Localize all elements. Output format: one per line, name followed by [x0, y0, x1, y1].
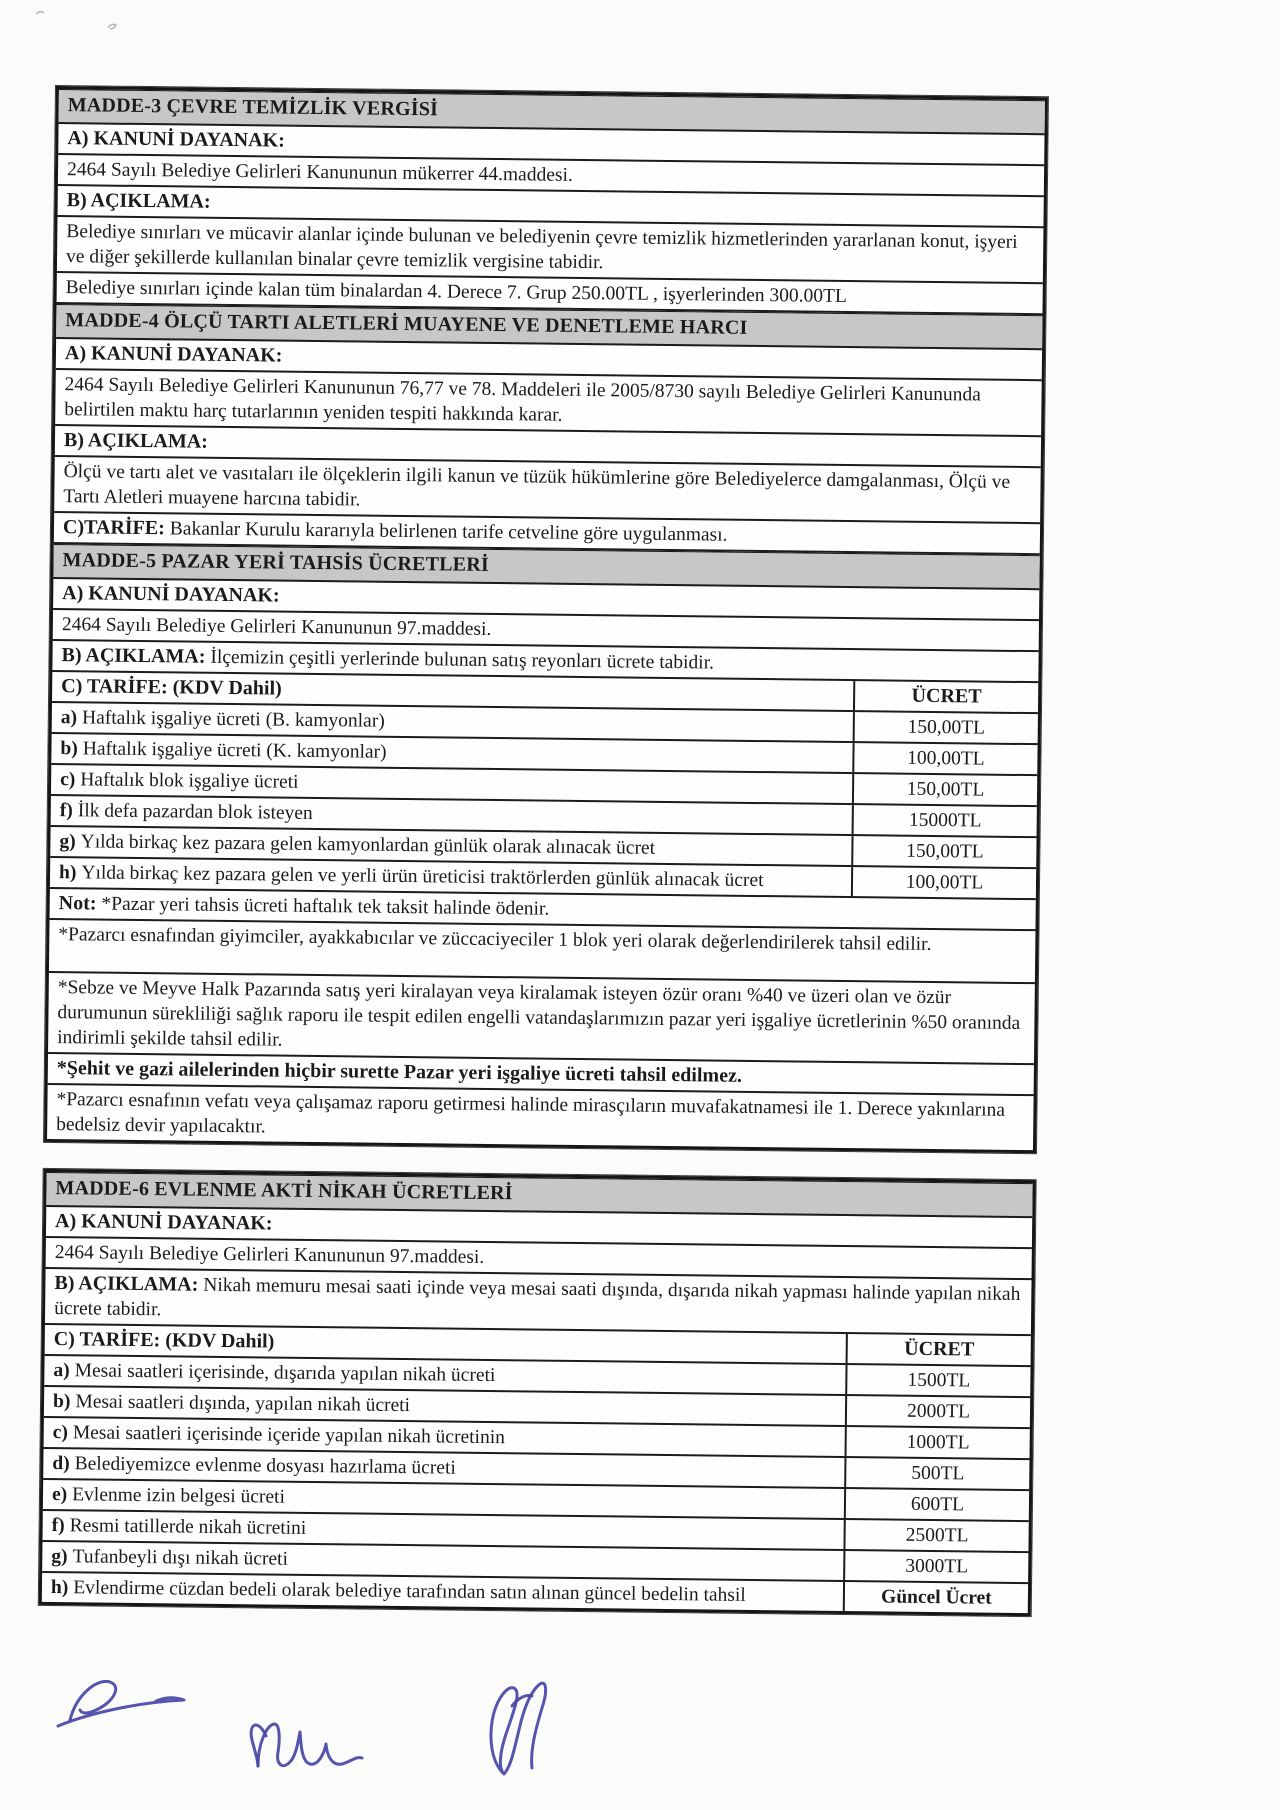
- item-label: Evlendirme cüzdan bedeli olarak belediye tarafından satın alınan güncel bedelin tahsil: [73, 1577, 746, 1606]
- text-row: *Pazarcı esnafından giyimciler, ayakkabıcılar ve züccaciyeciler 1 blok yeri olarak değerlendirilerek tahsil edilir.: [49, 920, 1036, 984]
- item-letter: a): [53, 1360, 70, 1382]
- item-label: Haftalık blok işgaliye ücreti: [80, 769, 299, 793]
- fee-value: 150,00TL: [853, 712, 1038, 743]
- item-letter: g): [51, 1546, 68, 1568]
- fee-value: 15000TL: [852, 805, 1037, 836]
- text-row: 2464 Sayılı Belediye Gelirleri Kanununun 97.maddesi.: [53, 610, 1039, 652]
- row-lead-label: B) AÇIKLAMA:: [61, 644, 206, 668]
- text-row: 2464 Sayılı Belediye Gelirleri Kanununun 97.maddesi.: [46, 1238, 1032, 1280]
- section-header-bar: MADDE-5 PAZAR YERİ TAHSİS ÜCRETLERİ: [53, 544, 1039, 590]
- text-row: B) AÇIKLAMA:: [58, 186, 1044, 228]
- fee-column-header: ÜCRET: [853, 681, 1038, 712]
- fee-value: 150,00TL: [852, 774, 1037, 805]
- item-letter: f): [51, 1515, 65, 1537]
- text-row: 2464 Sayılı Belediye Gelirleri Kanununun mükerrer 44.maddesi.: [58, 155, 1044, 197]
- fee-value: Güncel Ücret: [843, 1582, 1028, 1613]
- row-lead-label: Not:: [58, 892, 97, 915]
- item-letter: b): [60, 738, 78, 760]
- fee-value: 2000TL: [845, 1396, 1030, 1427]
- block-madde-3-4-5: [44, 86, 1048, 1153]
- item-label: Belediyemizce evlenme dosyası hazırlama ücreti: [74, 1453, 456, 1479]
- item-letter: h): [50, 1577, 69, 1599]
- signature-ink-center: [244, 1706, 394, 1781]
- text-row: B) AÇIKLAMA:: [55, 426, 1041, 468]
- fee-value: 2500TL: [843, 1520, 1028, 1551]
- item-letter: d): [52, 1453, 70, 1475]
- row-text: İlçemizin çeşitli yerlerinde bulunan satış reyonları ücrete tabidir.: [210, 646, 715, 674]
- row-lead-label: B) AÇIKLAMA:: [54, 1272, 199, 1296]
- item-letter: c): [52, 1422, 68, 1444]
- fee-column-header: ÜCRET: [846, 1334, 1031, 1365]
- fee-label-cell: C) TARİFE: (KDV Dahil): [61, 675, 282, 700]
- text-row: A) KANUNİ DAYANAK:: [53, 579, 1039, 621]
- item-letter: b): [52, 1391, 71, 1413]
- item-label: Yılda birkaç kez pazara gelen ve yerli ürün üreticisi traktörlerden günlük alınacak ücret: [81, 862, 764, 892]
- fee-value: 1500TL: [845, 1365, 1030, 1396]
- text-row: *Sebze ve Meyve Halk Pazarında satış yeri kiralayan veya kiralamak isteyen özür oranı %40 ve üzeri olan ve özür durumunun sürekliliği sağlık raporu ile tespit edilen engelli vatandaşlarımızın pazar yeri işgaliye ücretlerinin %50 oranında indirimli şekilde tahsil edilir.: [48, 973, 1035, 1065]
- section-header-bar: MADDE-4 ÖLÇÜ TARTI ALETLERİ MUAYENE VE DENETLEME HARCI: [56, 304, 1042, 350]
- item-letter: c): [60, 769, 76, 791]
- item-label: Haftalık işgaliye ücreti (B. kamyonlar): [81, 707, 385, 732]
- row-text: Nikah memuru mesai saati içinde veya mesai saati dışında, dışarıda nikah yapması halinde yapılan nikah ücrete tabidir.: [54, 1274, 1021, 1321]
- text-row: Belediye sınırları ve mücavir alanlar içinde bulunan ve belediyenin çevre temizlik hizmetlerinden yararlanan konut, işyeri ve diğer şekillerde kullanılan binalar çevre temizlik vergisine tabidir.: [57, 217, 1044, 284]
- fee-value: 1000TL: [845, 1427, 1030, 1458]
- item-label: Evlenme izin belgesi ücreti: [72, 1484, 286, 1508]
- item-label: İlk defa pazardan blok isteyen: [77, 800, 313, 824]
- item-label: Mesai saatleri dışında, yapılan nikah ücreti: [75, 1391, 411, 1417]
- fee-value: 600TL: [844, 1489, 1029, 1520]
- row-text: Bakanlar Kurulu kararıyla belirlenen tarife cetveline göre uygulanması.: [169, 518, 728, 546]
- text-row: Ölçü ve tartı alet ve vasıtaları ile ölçeklerin ilgili kanun ve tüzük hükümlerine göre Belediyelerce damgalanması, Ölçü ve Tartı Aletleri muayene harcına tabidir.: [54, 457, 1041, 524]
- item-letter: h): [58, 862, 77, 884]
- section-header-bar: MADDE-6 EVLENME AKTİ NİKAH ÜCRETLERİ: [46, 1172, 1032, 1218]
- item-label: Haftalık işgaliye ücreti (K. kamyonlar): [82, 738, 387, 763]
- item-letter: g): [59, 831, 76, 853]
- item-label: Resmi tatillerde nikah ücretini: [69, 1515, 307, 1539]
- text-row: A) KANUNİ DAYANAK:: [56, 339, 1042, 381]
- row-lead-label: C)TARİFE:: [62, 516, 165, 540]
- block-madde-6: [39, 1169, 1036, 1616]
- item-letter: e): [51, 1484, 68, 1506]
- item-label: Yılda birkaç kez pazara gelen kamyonlardan günlük olarak alınacak ücret: [80, 831, 656, 859]
- fee-value: 3000TL: [843, 1551, 1028, 1582]
- text-row: *Pazarcı esnafının vefatı veya çalışamaz raporu getirmesi halinde mirasçıların muvafakatnamesi ile 1. Derece yakınlarına bedelsiz devir yapılacaktır.: [56, 1089, 1006, 1138]
- item-label: Mesai saatleri içerisinde, dışarıda yapılan nikah ücreti: [74, 1360, 496, 1387]
- scan-speck-marks: [30, 6, 150, 46]
- text-row: A) KANUNİ DAYANAK:: [46, 1207, 1032, 1249]
- text-row: A) KANUNİ DAYANAK:: [58, 124, 1044, 166]
- item-label: Mesai saatleri içerisinde içeride yapılan nikah ücretinin: [72, 1422, 506, 1449]
- text-row: *Şehit ve gazi ailelerinden hiçbir surette Pazar yeri işgaliye ücreti tahsil edilmez.: [48, 1054, 1034, 1096]
- signature-ink-right: [468, 1672, 578, 1792]
- signature-ink-left: [52, 1668, 202, 1743]
- fee-label-cell: C) TARİFE: (KDV Dahil): [53, 1328, 275, 1353]
- item-letter: f): [59, 800, 73, 822]
- fee-value: 100,00TL: [851, 867, 1036, 898]
- fee-value: 500TL: [844, 1458, 1029, 1489]
- text-row: 2464 Sayılı Belediye Gelirleri Kanununun 76,77 ve 78. Maddeleri ile 2005/8730 sayılı Belediye Gelirleri Kanununda belirtilen maktu harç tutarlarının yeniden tespiti hakkında karar.: [55, 370, 1042, 437]
- section-header-bar: MADDE-3 ÇEVRE TEMİZLİK VERGİSİ: [59, 89, 1045, 135]
- item-label: Tufanbeyli dışı nikah ücreti: [72, 1546, 289, 1570]
- fee-value: 150,00TL: [851, 836, 1036, 867]
- fee-value: 100,00TL: [852, 743, 1037, 774]
- text-row: Belediye sınırları içinde kalan tüm binalardan 4. Derece 7. Grup 250.00TL , işyerlerinden 300.00TL: [57, 273, 1043, 315]
- row-text: *Pazar yeri tahsis ücreti haftalık tek taksit halinde ödenir.: [101, 893, 550, 920]
- tariff-document: [39, 86, 1048, 1616]
- item-letter: a): [60, 707, 78, 729]
